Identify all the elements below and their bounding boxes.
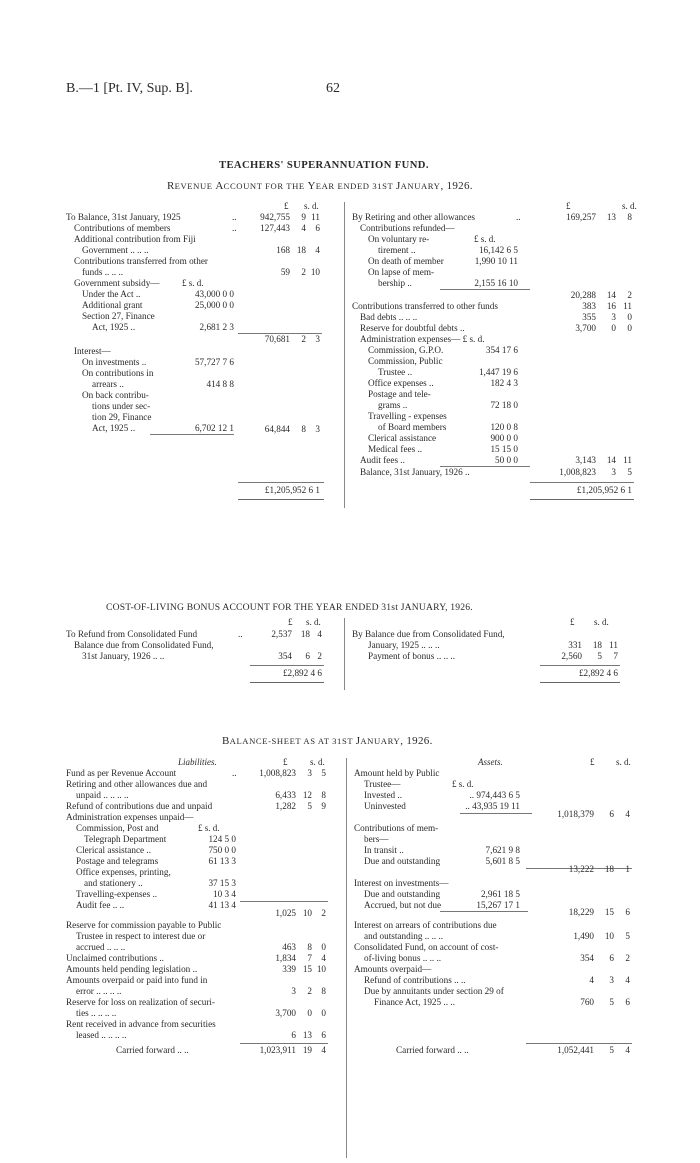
bs-amount: 6 <box>625 907 630 917</box>
rev-amount: 3,143 <box>575 455 596 465</box>
col-amount: 354 <box>278 651 292 661</box>
rev-amount: 10 <box>310 267 320 277</box>
rev-line: Additional grant <box>82 300 143 310</box>
bs-line: Unclaimed contributions .. <box>66 953 164 963</box>
rev-amount: 0 <box>611 323 616 333</box>
col-line: January, 1925 .. .. .. <box>368 640 440 650</box>
rev-amount: 3 <box>611 467 616 477</box>
rev-amount: 0 <box>627 323 632 333</box>
bs-amount: 6,433 <box>275 790 296 800</box>
bs-line: Due and outstanding <box>364 856 441 866</box>
rev-left-pound-heading: £ <box>284 201 289 211</box>
rev-dots: .. <box>232 212 237 222</box>
rev-line: On investments .. <box>82 357 147 367</box>
bs-line: bers— <box>364 834 389 844</box>
rev-amount: 2 <box>627 290 632 300</box>
rev-line: Office expenses .. <box>368 378 434 388</box>
liabilities-heading: Liabilities. <box>178 757 217 767</box>
bs-amount: 4 <box>589 975 594 985</box>
rev-sub-heading: £ s. d. <box>474 234 496 244</box>
bs-line: Clerical assistance .. <box>76 845 152 855</box>
bs-sub-heading: £ s. d. <box>452 779 474 789</box>
bs-line: Finance Act, 1925 .. .. <box>374 997 455 1007</box>
bs-amount: 1 <box>625 864 630 874</box>
rev-right-total: £1,205,952 6 1 <box>576 485 632 495</box>
bs-amount: 13,222 <box>568 864 594 874</box>
rev-line: On lapse of mem- <box>368 267 435 277</box>
rev-line: of Board members <box>378 422 447 432</box>
rev-amount: 5 <box>627 467 632 477</box>
bs-right-sd-heading: s. d. <box>616 757 631 767</box>
rev-sub-amount: 43,000 0 0 <box>194 289 234 299</box>
bs-amount: 1,023,911 <box>259 1045 296 1055</box>
bs-line: Office expenses, printing, <box>76 867 171 877</box>
col-amount: 18 <box>300 629 310 639</box>
double-rule <box>250 682 324 683</box>
rule <box>526 1043 632 1044</box>
rev-sub-amount: 182 4 3 <box>490 378 518 388</box>
col-amount: 2 <box>317 651 322 661</box>
rev-sub-amount: 1,447 19 6 <box>478 367 518 377</box>
bs-line: Invested .. <box>364 790 403 800</box>
bs-amount: 10 <box>316 964 326 974</box>
bs-amount: 5 <box>609 997 614 1007</box>
bs-line: Fund as per Revenue Account <box>66 768 177 778</box>
bs-sub-amount: .. 43,935 19 11 <box>465 801 520 811</box>
col-left-total: £2,892 4 6 <box>282 668 322 678</box>
rev-line: Contributions transferred from other <box>74 256 208 266</box>
bs-amount: 15 <box>604 907 614 917</box>
col-right-sd-heading: s. d. <box>594 617 609 627</box>
rev-line: Government subsidy— <box>74 278 160 288</box>
bs-line: Trustee in respect to interest due or <box>76 931 206 941</box>
bs-amount: 10 <box>604 931 614 941</box>
col-dots: .. <box>238 629 243 639</box>
bs-line: Postage and telegrams <box>76 856 159 866</box>
bs-line: of-living bonus .. .. .. <box>364 953 442 963</box>
bs-amount: 1,018,379 <box>557 809 594 819</box>
page-reference: B.—1 [Pt. IV, Sup. B]. <box>66 81 193 96</box>
bs-line: unpaid .. .. .. .. <box>76 790 129 800</box>
col-amount: 5 <box>597 651 602 661</box>
bs-amount: 1,834 <box>275 953 296 963</box>
bs-amount: 8 <box>321 986 326 996</box>
rev-amount: 6 <box>315 223 320 233</box>
fund-title: TEACHERS' SUPERANNUATION FUND. <box>219 160 429 171</box>
bs-line: error .. .. .. .. <box>76 986 122 996</box>
rev-amount: 4 <box>301 223 306 233</box>
rev-line: On contributions in <box>82 368 154 378</box>
col-amount: 7 <box>613 651 618 661</box>
col-left-sd-heading: s. d. <box>306 617 321 627</box>
col-amount: 6 <box>305 651 310 661</box>
revenue-account-subtitle: REVENUE ACCOUNT FOR THE YEAR ENDED 31ST JANUARY, 1926. <box>167 180 473 192</box>
rev-amount: 127,443 <box>260 223 290 233</box>
rule <box>250 665 324 666</box>
rev-line: Reserve for doubtful debts .. <box>360 323 465 333</box>
col-amount: 2,537 <box>271 629 292 639</box>
bs-amount: 19 <box>302 1045 312 1055</box>
rev-amount: 13 <box>606 212 616 222</box>
col-amount: 2,560 <box>561 651 582 661</box>
bs-amount: 5 <box>307 801 312 811</box>
col-amount: 11 <box>609 640 618 650</box>
bs-carried-forward-right: Carried forward .. .. <box>396 1045 469 1055</box>
rev-sub-amount: 900 0 0 <box>490 433 518 443</box>
rev-amount: 4 <box>315 245 320 255</box>
assets-heading: Assets. <box>478 757 503 767</box>
double-rule <box>530 499 634 500</box>
double-rule <box>238 499 324 500</box>
rev-line: Commission, G.P.O. <box>368 345 444 355</box>
rev-amount: 3,700 <box>575 323 596 333</box>
bs-sub-amount: 5,601 8 5 <box>485 856 520 866</box>
bs-amount: 0 <box>321 1008 326 1018</box>
rev-line: Contributions refunded— <box>360 223 455 233</box>
rev-line: By Retiring and other allowances <box>352 212 475 222</box>
rev-amount: 16 <box>606 301 616 311</box>
rev-line: Audit fees .. <box>360 455 405 465</box>
rev-sub-amount: 72 18 0 <box>490 400 518 410</box>
rev-amount: 20,288 <box>570 290 596 300</box>
rev-amount: 11 <box>623 455 632 465</box>
rule <box>240 901 328 902</box>
bs-line: Amount held by Public <box>354 768 440 778</box>
col-right-total: £2,892 4 6 <box>578 668 618 678</box>
bs-line: accrued .. .. .. <box>76 942 126 952</box>
bs-dots: .. <box>232 768 237 778</box>
bs-sub-amount: 750 0 0 <box>208 845 236 855</box>
rev-sub-amount: 6,702 12 1 <box>194 423 234 433</box>
rev-amount: 14 <box>606 455 616 465</box>
bs-line: Interest on investments— <box>354 878 449 888</box>
col-amount: 4 <box>317 629 322 639</box>
rev-sub-amount: 15 15 0 <box>490 444 518 454</box>
bs-amount: 1,008,823 <box>259 768 296 778</box>
rev-line: bership .. <box>378 278 412 288</box>
bs-line: and outstanding .. .. .. <box>364 931 444 941</box>
bs-line: Amounts overpaid or paid into fund in <box>66 975 208 985</box>
rule <box>460 813 532 814</box>
rev-line: Travelling - expenses <box>368 411 447 421</box>
bs-amount: 7 <box>307 953 312 963</box>
col-title: COST-OF-LIVING BONUS ACCOUNT FOR THE YEAR ENDED 31st JANUARY, 1926. <box>106 602 473 613</box>
rev-amount: 2 <box>301 334 306 344</box>
bs-sub-amount: 41 13 4 <box>208 900 236 910</box>
bs-line: Commission, Post and <box>76 823 159 833</box>
col-line: Balance due from Consolidated Fund, <box>74 640 214 650</box>
bs-line: Refund of contributions .. .. <box>364 975 466 985</box>
bs-sub-amount: 2,961 18 5 <box>480 889 520 899</box>
bs-sub-amount: 10 3 4 <box>213 889 236 899</box>
rev-sub-amount: 2,155 16 10 <box>474 278 518 288</box>
rev-line: Contributions of members <box>74 223 171 233</box>
rev-line: Clerical assistance <box>368 433 437 443</box>
bs-carried-forward-left: Carried forward .. .. <box>116 1045 189 1055</box>
bs-amount: 6 <box>609 809 614 819</box>
bs-amount: 760 <box>580 997 594 1007</box>
bs-line: Retiring and other allowances due and <box>66 779 208 789</box>
bs-line: Trustee— <box>364 779 401 789</box>
rev-line: tions under sec- <box>92 401 151 411</box>
bs-line: ties .. .. .. .. <box>76 1008 117 1018</box>
col-line: Payment of bonus .. .. .. <box>368 651 456 661</box>
rev-right-sd-heading: s. d. <box>622 201 637 211</box>
col-left-pound-heading: £ <box>288 617 293 627</box>
bs-line: Telegraph Department <box>84 834 167 844</box>
rev-dots: .. <box>516 212 521 222</box>
rev-line: Additional contribution from Fiji <box>74 234 196 244</box>
rule <box>540 665 620 666</box>
rev-amount: 0 <box>627 312 632 322</box>
rev-amount: 59 <box>280 267 290 277</box>
rule <box>150 434 234 435</box>
bs-left-pound-heading: £ <box>283 757 288 767</box>
col-amount: 18 <box>592 640 602 650</box>
rev-line: Act, 1925 .. <box>92 423 136 433</box>
rev-line: Government .. .. .. <box>82 245 149 255</box>
bs-sub-heading: £ s. d. <box>198 823 220 833</box>
double-rule <box>540 682 620 683</box>
bs-amount: 5 <box>609 1045 614 1055</box>
rev-amount: 8 <box>627 212 632 222</box>
bs-amount: 3 <box>307 768 312 778</box>
rev-right-pound-heading: £ <box>566 201 571 211</box>
rule <box>238 482 324 483</box>
rev-amount: 18 <box>296 245 306 255</box>
rev-dots: .. <box>232 223 237 233</box>
bs-amount: 4 <box>625 975 630 985</box>
rev-line: Bad debts .. .. .. <box>360 312 418 322</box>
bs-amount: 3,700 <box>275 1008 296 1018</box>
bs-amount: 15 <box>302 964 312 974</box>
bs-amount: 4 <box>321 953 326 963</box>
bs-amount: 0 <box>307 1008 312 1018</box>
bs-amount: 12 <box>302 790 312 800</box>
rule <box>530 482 634 483</box>
rev-line: Administration expenses— £ s. d. <box>360 334 485 344</box>
bs-amount: 0 <box>321 942 326 952</box>
rev-amount: 2 <box>301 267 306 277</box>
bs-amount: 1,490 <box>573 931 594 941</box>
page-number: 62 <box>326 81 340 96</box>
rev-amount: 942,755 <box>260 212 290 222</box>
bs-amount: 4 <box>625 1045 630 1055</box>
rule <box>440 289 530 290</box>
bs-amount: 5 <box>625 931 630 941</box>
col-center-rule <box>344 618 345 690</box>
bs-left-sd-heading: s. d. <box>310 757 325 767</box>
rev-amount: 383 <box>582 301 596 311</box>
bs-amount: 4 <box>321 1045 326 1055</box>
rev-line: tirement .. <box>378 245 416 255</box>
bs-amount: 6 <box>625 997 630 1007</box>
bs-amount: 10 <box>302 908 312 918</box>
bs-line: Interest on arrears of contributions due <box>354 920 497 930</box>
bs-amount: 1,052,441 <box>557 1045 594 1055</box>
bs-amount: 13 <box>302 1030 312 1040</box>
bs-line: Refund of contributions due and unpaid <box>66 801 213 811</box>
bs-amount: 6 <box>291 1030 296 1040</box>
rev-amount: 1,008,823 <box>559 467 596 477</box>
bs-amount: 6 <box>321 1030 326 1040</box>
rev-amount: 168 <box>276 245 290 255</box>
rev-sub-amount: 50 0 0 <box>495 455 518 465</box>
bs-line: Due by annuitants under section 29 of <box>364 986 504 996</box>
bs-line: Due and outstanding <box>364 889 441 899</box>
rev-sub-amount: 57,727 7 6 <box>194 357 234 367</box>
bs-sub-amount: 37 15 3 <box>208 878 236 888</box>
col-amount: 331 <box>568 640 582 650</box>
bs-line: Amounts held pending legislation .. <box>66 964 198 974</box>
rev-line: Contributions transferred to other funds <box>352 301 498 311</box>
rev-line: grams .. <box>378 400 408 410</box>
col-line: By Balance due from Consolidated Fund, <box>352 629 505 639</box>
bs-line: Contributions of mem- <box>354 823 439 833</box>
bs-line: Travelling-expenses .. <box>76 889 158 899</box>
bs-amount: 8 <box>321 790 326 800</box>
bs-line: Rent received in advance from securities <box>66 1019 216 1029</box>
rev-amount: 64,844 <box>264 424 290 434</box>
bs-line: Accrued, but not due <box>364 900 442 910</box>
rev-amount: 355 <box>582 312 596 322</box>
rev-line: Balance, 31st January, 1926 .. <box>360 467 470 477</box>
bs-sub-amount: 61 13 3 <box>208 856 236 866</box>
rev-sub-heading: £ s. d. <box>182 278 204 288</box>
bs-line: Uninvested <box>364 801 406 811</box>
bs-sub-amount: .. 974,443 6 5 <box>469 790 520 800</box>
balance-center-rule <box>346 758 347 1158</box>
rev-line: On back contribu- <box>82 390 149 400</box>
bs-line: In transit .. <box>364 845 404 855</box>
rev-amount: 70,681 <box>264 334 290 344</box>
rev-sub-amount: 25,000 0 0 <box>194 300 234 310</box>
rev-line: funds .. .. .. <box>82 267 124 277</box>
bs-line: Consolidated Fund, on account of cost- <box>354 942 499 952</box>
rev-line: Section 27, Finance <box>82 311 155 321</box>
bs-amount: 1,282 <box>275 801 296 811</box>
bs-line: leased .. .. .. .. <box>76 1030 127 1040</box>
bs-amount: 339 <box>282 964 296 974</box>
rev-amount: 3 <box>611 312 616 322</box>
bs-amount: 4 <box>625 809 630 819</box>
rule <box>240 1043 328 1044</box>
bs-amount: 6 <box>609 953 614 963</box>
rev-line: Under the Act .. <box>82 289 141 299</box>
rev-left-sd-heading: s. d. <box>304 201 319 211</box>
bs-line: Amounts overpaid— <box>354 964 432 974</box>
rev-line: Postage and tele- <box>368 389 431 399</box>
rev-line: Interest— <box>74 346 111 356</box>
col-line: To Refund from Consolidated Fund <box>66 629 198 639</box>
rev-line: On death of member <box>368 256 444 266</box>
rev-amount: 8 <box>301 424 306 434</box>
bs-amount: 2 <box>321 908 326 918</box>
bs-amount: 9 <box>321 801 326 811</box>
col-right-pound-heading: £ <box>570 617 575 627</box>
rev-line: On voluntary re- <box>368 234 430 244</box>
rev-sub-amount: 2,681 2 3 <box>199 322 234 332</box>
bs-amount: 2 <box>625 953 630 963</box>
balance-sheet-title: BALANCE-SHEET AS AT 31ST JANUARY, 1926. <box>222 735 433 747</box>
bs-amount: 18,229 <box>568 907 594 917</box>
col-line: 31st January, 1926 .. .. <box>82 651 165 661</box>
rev-amount: 14 <box>606 290 616 300</box>
rev-sub-amount: 414 8 8 <box>206 379 234 389</box>
rev-sub-amount: 16,142 6 5 <box>478 245 518 255</box>
revenue-center-rule <box>344 202 345 508</box>
bs-amount: 1,025 <box>275 908 296 918</box>
rev-amount: 3 <box>315 334 320 344</box>
bs-amount: 5 <box>321 768 326 778</box>
rev-line: tion 29, Finance <box>92 412 152 422</box>
bs-amount: 3 <box>609 975 614 985</box>
rev-line: Act, 1925 .. <box>92 322 136 332</box>
bs-sub-amount: 124 5 0 <box>208 834 236 844</box>
rev-amount: 9 <box>301 212 306 222</box>
rev-amount: 3 <box>315 424 320 434</box>
rev-amount: 11 <box>311 212 320 222</box>
bs-line: Reserve for commission payable to Public <box>66 920 222 930</box>
bs-amount: 3 <box>291 986 296 996</box>
bs-sub-amount: 7,621 9 8 <box>485 845 520 855</box>
rev-line: To Balance, 31st January, 1925 <box>66 212 181 222</box>
bs-sub-amount: 15,267 17 1 <box>476 900 520 910</box>
bs-amount: 463 <box>282 942 296 952</box>
bs-amount: 18 <box>604 864 614 874</box>
bs-amount: 2 <box>307 986 312 996</box>
bs-line: Reserve for loss on realization of securi- <box>66 997 215 1007</box>
bs-line: Audit fee .. .. <box>76 900 125 910</box>
rev-sub-amount: 120 0 8 <box>490 422 518 432</box>
rev-sub-amount: 1,990 10 11 <box>474 256 518 266</box>
rev-line: Medical fees .. <box>368 444 423 454</box>
bs-line: Administration expenses unpaid— <box>66 812 194 822</box>
bs-line: and stationery .. <box>84 878 143 888</box>
rev-line: Trustee .. <box>378 367 413 377</box>
rev-line: Commission, Public <box>368 356 443 366</box>
bs-right-pound-heading: £ <box>590 757 595 767</box>
rev-line: arrears .. <box>92 379 124 389</box>
rev-amount: 169,257 <box>566 212 596 222</box>
rev-sub-amount: 354 17 6 <box>485 345 518 355</box>
bs-amount: 354 <box>580 953 594 963</box>
rule <box>440 911 528 912</box>
rev-amount: 11 <box>623 301 632 311</box>
bs-amount: 8 <box>307 942 312 952</box>
rev-left-total: £1,205,952 6 1 <box>264 485 320 495</box>
